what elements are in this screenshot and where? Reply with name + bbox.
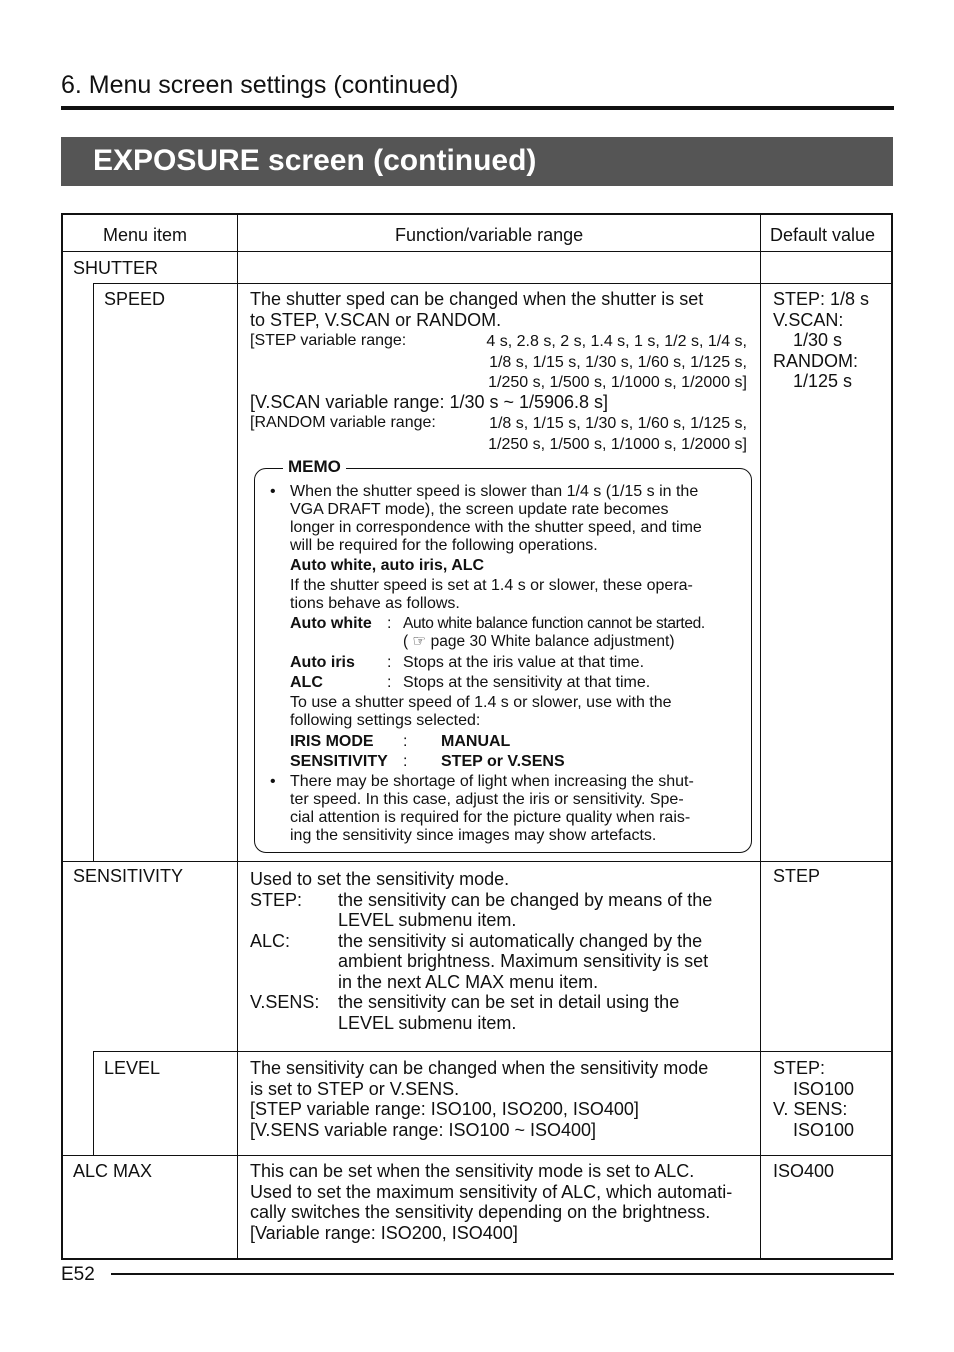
alc-max-default: ISO400 xyxy=(773,1161,835,1181)
speed-default-step: STEP: 1/8 s xyxy=(773,289,870,309)
sensitivity-setting-colon: : xyxy=(403,753,408,770)
sensitivity-vsens-key: V.SENS: xyxy=(250,992,320,1012)
auto-white-label: Auto white xyxy=(290,615,372,632)
row-divider-level xyxy=(93,1051,891,1052)
level-default-vsens-label: V. SENS: xyxy=(773,1099,848,1119)
memo-sub-text: If the shutter speed is set at 1.4 s or slower, these opera- tions behave as follows. xyxy=(290,577,693,612)
iris-mode-label: IRIS MODE xyxy=(290,733,374,750)
speed-default-random-label: RANDOM: xyxy=(773,350,858,371)
menu-item-alc-max: ALC MAX xyxy=(73,1161,153,1181)
memo-bullet-2: • xyxy=(270,773,276,790)
menu-table xyxy=(61,213,893,1260)
random-range-values: 1/8 s, 1/15 s, 1/30 s, 1/60 s, 1/125 s, 1/250 s, 1/500 s, 1/1000 s, 1/2000 s] xyxy=(488,415,747,453)
sensitivity-vsens-text: the sensitivity can be set in detail using the LEVEL submenu item. xyxy=(338,992,680,1033)
memo-item-1: When the shutter speed is slower than 1/4 s (1/15 s in the VGA DRAFT mode), the screen update rate becomes longer in correspondence with the shutter speed, and time will be required for the following operations. xyxy=(290,483,702,554)
vscan-range: [V.SCAN variable range: 1/30 s ~ 1/5906.8 s] xyxy=(250,392,609,412)
row-divider-header xyxy=(63,251,891,252)
header-default: Default value xyxy=(770,225,876,245)
iris-mode-colon: : xyxy=(403,733,408,750)
screen-banner xyxy=(61,137,893,186)
menu-item-level: LEVEL xyxy=(104,1058,161,1078)
page-number: E52 xyxy=(61,1264,95,1285)
memo-item-2: There may be shortage of light when increasing the shut- ter speed. In this case, adjust the iris or sensitivity. Spe- cial attention is required for the picture quality when rais- ing the sensitivity since images may show artefacts. xyxy=(290,773,694,844)
row-divider-sensitivity xyxy=(63,861,891,862)
memo-bullet-1: • xyxy=(270,483,276,500)
sensitivity-alc-key: ALC: xyxy=(250,930,291,951)
header-function: Function/variable range xyxy=(395,225,584,245)
sensitivity-setting-label: SENSITIVITY xyxy=(290,753,388,770)
sensitivity-step-text: the sensitivity can be changed by means of the LEVEL submenu item. xyxy=(338,889,713,930)
menu-item-sensitivity: SENSITIVITY xyxy=(73,866,184,886)
footer-rule xyxy=(111,1273,894,1275)
auto-white-ref: ( ☞ page 30 White balance adjustment) xyxy=(403,633,675,650)
sensitivity-default: STEP xyxy=(773,866,821,886)
menu-item-speed: SPEED xyxy=(104,289,166,309)
sensitivity-desc: Used to set the sensitivity mode. xyxy=(250,869,510,889)
alc-max-desc: This can be set when the sensitivity mode is set to ALC. Used to set the maximum sensitivity of ALC, which automati- cally switches the sensitivity depending on the brightness. [Variable range: ISO200, ISO400] xyxy=(250,1161,733,1243)
memo-sub-heading: Auto white, auto iris, ALC xyxy=(290,557,485,574)
screen-banner-title: EXPOSURE screen (continued) xyxy=(93,144,537,177)
speed-default-random-value: 1/125 s xyxy=(793,371,853,391)
memo-use-text: To use a shutter speed of 1.4 s or slower, use with the following settings selected: xyxy=(290,694,672,729)
speed-default-vscan-value: 1/30 s xyxy=(793,330,843,350)
level-default-vsens-value: ISO100 xyxy=(793,1119,855,1140)
memo-label: MEMO xyxy=(283,457,346,477)
auto-iris-colon: : xyxy=(387,654,392,671)
header-menu-item: Menu item xyxy=(103,225,188,245)
row-divider-alcmax xyxy=(63,1155,891,1156)
section-divider xyxy=(61,106,894,110)
sensitivity-step-key: STEP: xyxy=(250,889,303,910)
auto-white-colon: : xyxy=(387,615,392,632)
alc-text: Stops at the sensitivity at that time. xyxy=(403,674,651,691)
sensitivity-setting-value: STEP or V.SENS xyxy=(441,753,565,770)
random-range-label: [RANDOM variable range: xyxy=(250,414,436,431)
alc-label: ALC xyxy=(290,674,323,691)
iris-mode-value: MANUAL xyxy=(441,733,511,750)
section-title: 6. Menu screen settings (continued) xyxy=(61,71,459,99)
step-range-label: [STEP variable range: xyxy=(250,332,407,349)
level-default-step-value: ISO100 xyxy=(793,1078,855,1099)
row-divider-shutter xyxy=(93,283,891,284)
auto-iris-label: Auto iris xyxy=(290,654,355,671)
col-divider-default xyxy=(760,215,761,1260)
sub-indent-divider-speed xyxy=(93,283,94,861)
col-divider-item xyxy=(237,215,238,1260)
speed-default-vscan-label: V.SCAN: xyxy=(773,309,844,330)
step-range-values: 4 s, 2.8 s, 2 s, 1.4 s, 1 s, 1/2 s, 1/4 s, 1/8 s, 1/15 s, 1/30 s, 1/60 s, 1/125 s, 1/250 s, 1/500 s, 1/1000 s, 1/2000 s] xyxy=(486,333,747,391)
speed-desc: The shutter sped can be changed when the shutter is set to STEP, V.SCAN or RANDOM. xyxy=(250,289,704,330)
auto-white-text: Auto white balance function cannot be started. xyxy=(403,615,705,632)
level-default-step-label: STEP: xyxy=(773,1058,826,1078)
menu-item-shutter: SHUTTER xyxy=(73,258,158,278)
sub-indent-divider-level xyxy=(93,1051,94,1155)
sensitivity-alc-text: the sensitivity si automatically changed by the ambient brightness. Maximum sensitivity is set in the next ALC MAX menu item. xyxy=(338,930,709,992)
alc-colon: : xyxy=(387,674,392,691)
level-desc: The sensitivity can be changed when the sensitivity mode is set to STEP or V.SENS. [STEP variable range: ISO100, ISO200, ISO400] [V.SENS variable range: ISO100 ~ ISO400] xyxy=(250,1058,709,1140)
auto-iris-text: Stops at the iris value at that time. xyxy=(403,654,645,671)
